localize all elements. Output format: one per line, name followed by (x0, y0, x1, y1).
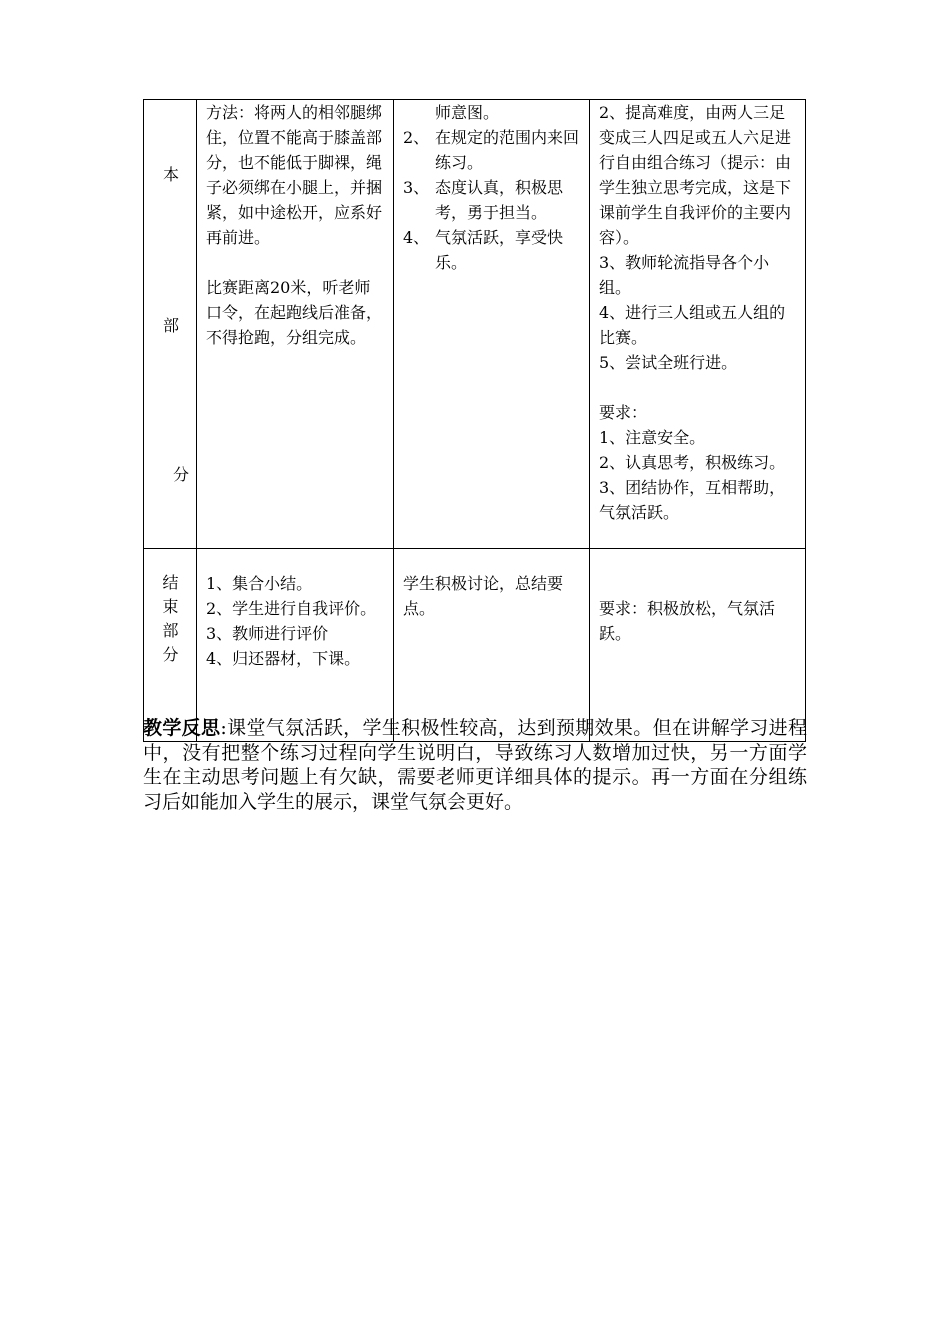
reflection-separator: : (220, 717, 227, 739)
lesson-plan-table (143, 99, 806, 742)
end-item: 1、集合小结。 (206, 574, 313, 593)
method-paragraph: 方法：将两人的相邻腿绑住，位置不能高于膝盖部分，也不能低于脚裸，绳子必须绑在小腿上，并捆紧，如中途松开，应系好再前进。 (206, 103, 383, 247)
end-section-row (144, 549, 806, 742)
reflection-title: 教学反思 (143, 717, 221, 739)
end-label-char-2: 束 (162, 597, 179, 616)
end-requirement-text: 要求：积极放松，气氛活跃。 (599, 599, 776, 643)
end-requirement-cell (590, 549, 806, 742)
main-label-char-3: 分 (173, 465, 190, 484)
end-content-cell (197, 549, 394, 742)
list-item-number: 4、 (403, 228, 430, 247)
end-label-char-1: 结 (162, 573, 179, 592)
requirement-item: 1、注意安全。 (599, 428, 706, 447)
student-list-item (403, 225, 581, 275)
student-list-item (403, 175, 581, 225)
requirements-title: 要求： (599, 403, 648, 422)
list-item-text: 态度认真，积极思考，勇于担当。 (435, 178, 564, 222)
main-section-label (153, 100, 188, 548)
end-item: 2、学生进行自我评价。 (206, 599, 377, 618)
student-continuation-text: 师意图。 (435, 103, 500, 122)
end-label-char-3: 部 (162, 621, 179, 640)
list-item-number: 2、 (403, 128, 430, 147)
main-section-label-cell (144, 100, 197, 549)
list-item-text: 在规定的范围内来回练习。 (435, 128, 580, 172)
main-method-cell (197, 100, 394, 549)
main-label-char-2: 部 (163, 316, 180, 335)
main-student-cell (394, 100, 590, 549)
competition-paragraph: 比赛距离20米，听老师口令，在起跑线后准备，不得抢跑，分组完成。 (206, 278, 383, 347)
teaching-reflection (143, 716, 807, 814)
list-item-text: 气氛活跃，享受快乐。 (435, 228, 564, 272)
end-item: 4、归还器材，下课。 (206, 649, 361, 668)
main-section-row (144, 100, 806, 549)
end-label-char-4: 分 (162, 645, 179, 664)
organization-item: 5、尝试全班行进。 (599, 353, 738, 372)
main-organization-cell (590, 100, 806, 549)
list-item-number: 3、 (403, 178, 430, 197)
organization-item: 3、教师轮流指导各个小组。 (599, 253, 770, 297)
end-section-label-cell (144, 549, 197, 742)
organization-item: 4、进行三人组或五人组的比赛。 (599, 303, 786, 347)
end-item: 3、教师进行评价 (206, 624, 329, 643)
requirement-item: 2、认真思考，积极练习。 (599, 453, 786, 472)
reflection-body: 课堂气氛活跃，学生积极性较高，达到预期效果。但在讲解学习进程中，没有把整个练习过程向学生说明白，导致练习人数增加过快，另一方面学生在主动思考问题上有欠缺，需要老师更详细具体的提示。再一方面在分组练习后如能加入学生的展示，课堂气氛会更好。 (143, 717, 807, 813)
end-section-label (153, 549, 188, 667)
end-student-cell (394, 549, 590, 742)
end-student-text: 学生积极讨论，总结要点。 (403, 574, 564, 618)
main-label-char-1: 本 (163, 165, 180, 184)
student-list-item (403, 125, 581, 175)
requirement-item: 3、团结协作，互相帮助，气氛活跃。 (599, 478, 786, 522)
organization-item: 2、提高难度，由两人三足变成三人四足或五人六足进行自由组合练习（提示：由学生独立思考完成，这是下课前学生自我评价的主要内容）。 (599, 103, 792, 247)
